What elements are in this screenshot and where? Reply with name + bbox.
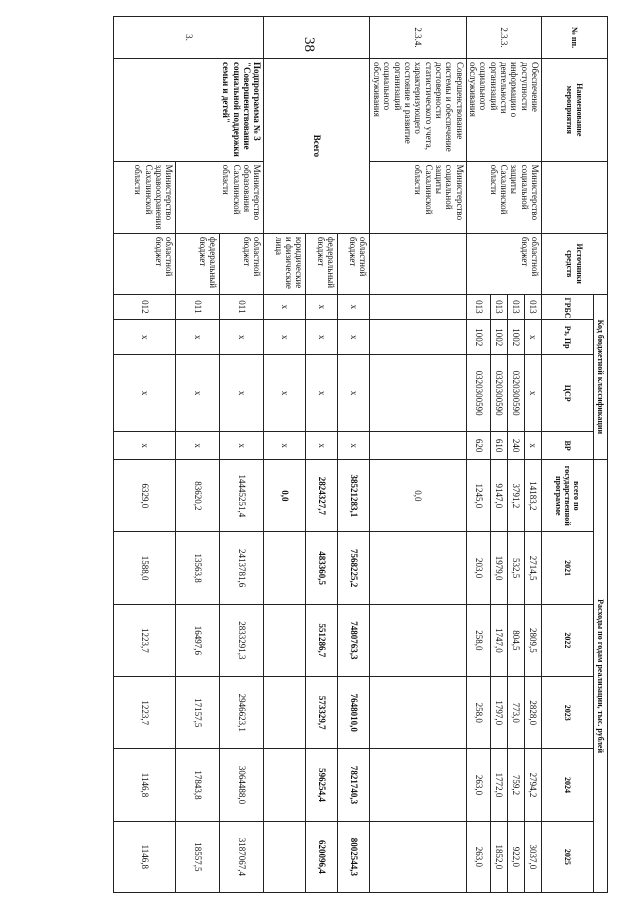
cell-vr: x xyxy=(176,432,220,460)
header-source: Источники средств xyxy=(542,233,608,294)
table-row xyxy=(370,17,466,893)
cell-2024: 759,2 xyxy=(508,749,525,821)
cell-2021: 13563,8 xyxy=(176,532,220,604)
cell-2021: 483360,5 xyxy=(306,532,338,604)
header-vr: ВР xyxy=(542,432,594,460)
cell-2023 xyxy=(370,677,466,749)
row-executor: Министерство социальной защиты Сахалинской области xyxy=(466,161,541,233)
row-source: федеральный бюджет xyxy=(306,233,338,294)
cell-2022 xyxy=(264,604,306,676)
row-executor: Министерство здравоохранения Сахалинской области xyxy=(114,161,176,233)
cell-csr: x xyxy=(338,355,370,432)
cell-2024: 7821740,3 xyxy=(338,749,370,821)
cell-2025: 3187067,4 xyxy=(220,821,264,892)
cell-grbs xyxy=(370,294,466,320)
cell-csr xyxy=(370,355,466,432)
cell-2024: 2794,2 xyxy=(525,749,542,821)
cell-2023: 17157,5 xyxy=(176,677,220,749)
cell-total: 14445251,4 xyxy=(220,460,264,532)
cell-vr xyxy=(370,432,466,460)
header-year-2022: 2022 xyxy=(542,604,594,676)
cell-2021: 2413781,6 xyxy=(220,532,264,604)
cell-vr: x xyxy=(338,432,370,460)
cell-vr: x xyxy=(306,432,338,460)
cell-2025 xyxy=(264,821,306,892)
cell-2024: 3064488,0 xyxy=(220,749,264,821)
budget-table xyxy=(114,16,609,893)
header-budget-class: Код бюджетной классификации xyxy=(594,294,608,460)
cell-rzpr: 1002 xyxy=(466,320,491,355)
cell-vr: x xyxy=(220,432,264,460)
cell-2022: 1223,7 xyxy=(114,604,176,676)
cell-rzpr: x xyxy=(114,320,176,355)
cell-grbs: 013 xyxy=(466,294,491,320)
header-year-2021: 2021 xyxy=(542,532,594,604)
cell-total: 9147,0 xyxy=(491,460,508,532)
cell-rzpr: x xyxy=(176,320,220,355)
cell-grbs: 011 xyxy=(220,294,264,320)
total-label: Всего xyxy=(264,58,370,233)
cell-2025: 263,0 xyxy=(466,821,491,892)
row-num: 2.3.3. xyxy=(466,17,541,59)
cell-2021: 1979,0 xyxy=(491,532,508,604)
cell-2025 xyxy=(370,821,466,892)
page-number: 38 xyxy=(300,36,317,52)
cell-2021 xyxy=(370,532,466,604)
cell-2022: 2809,5 xyxy=(525,604,542,676)
cell-2022: 551286,7 xyxy=(306,604,338,676)
cell-vr: x xyxy=(264,432,306,460)
row-name: Подпрограмма № 3 "Совершенствование социальной поддержки семьи и детей" xyxy=(114,58,264,161)
cell-rzpr: x xyxy=(525,320,542,355)
header-rzpr: Рз, Пр xyxy=(542,320,594,355)
cell-2023 xyxy=(264,677,306,749)
cell-csr: 0320300590 xyxy=(466,355,491,432)
row-name: Обеспечение доступности информации о деятельности организаций социального обслуживания xyxy=(466,58,541,161)
table-row xyxy=(338,17,370,893)
cell-total: 0,0 xyxy=(370,460,466,532)
cell-csr: 0320300590 xyxy=(508,355,525,432)
cell-csr: 0320300590 xyxy=(491,355,508,432)
cell-grbs: x xyxy=(264,294,306,320)
cell-vr: 240 xyxy=(508,432,525,460)
table-row xyxy=(525,17,542,893)
cell-2023: 573329,7 xyxy=(306,677,338,749)
cell-grbs: 013 xyxy=(508,294,525,320)
cell-total: 1245,0 xyxy=(466,460,491,532)
cell-2025: 922,0 xyxy=(508,821,525,892)
cell-2023: 258,0 xyxy=(466,677,491,749)
row-source: областной бюджет xyxy=(220,233,264,294)
cell-2022: 7480763,3 xyxy=(338,604,370,676)
cell-rzpr: x xyxy=(338,320,370,355)
cell-2024: 596254,4 xyxy=(306,749,338,821)
row-source: областной бюджет xyxy=(114,233,176,294)
cell-rzpr: x xyxy=(264,320,306,355)
cell-2024 xyxy=(370,749,466,821)
cell-2021 xyxy=(264,532,306,604)
row-source xyxy=(370,233,466,294)
header-year-2023: 2023 xyxy=(542,677,594,749)
cell-csr: x xyxy=(220,355,264,432)
cell-rzpr xyxy=(370,320,466,355)
cell-grbs: 012 xyxy=(114,294,176,320)
row-executor: Министерство образования Сахалинской области xyxy=(176,161,264,233)
cell-total: 14183,2 xyxy=(525,460,542,532)
cell-vr: x xyxy=(114,432,176,460)
header-year-2025: 2025 xyxy=(542,821,594,892)
header-expenses-by-year: Расходы по годам реализации, тыс. рублей xyxy=(594,460,608,893)
cell-2025: 620096,4 xyxy=(306,821,338,892)
row-source: федеральный бюджет xyxy=(176,233,220,294)
cell-2024: 1772,0 xyxy=(491,749,508,821)
cell-2022: 1747,0 xyxy=(491,604,508,676)
cell-2025: 18557,5 xyxy=(176,821,220,892)
cell-2022: 2833291,3 xyxy=(220,604,264,676)
cell-2023: 7648010,0 xyxy=(338,677,370,749)
header-grbs: ГРБС xyxy=(542,294,594,320)
cell-total: 3791,2 xyxy=(508,460,525,532)
cell-2024: 1146,8 xyxy=(114,749,176,821)
cell-csr: x xyxy=(306,355,338,432)
cell-rzpr: 1002 xyxy=(491,320,508,355)
cell-grbs: x xyxy=(338,294,370,320)
cell-2023: 2946623,1 xyxy=(220,677,264,749)
cell-total: 0,0 xyxy=(264,460,306,532)
cell-2021: 203,0 xyxy=(466,532,491,604)
cell-2024 xyxy=(264,749,306,821)
total-num xyxy=(264,17,370,59)
cell-total: 6329,0 xyxy=(114,460,176,532)
cell-total: 2824327,7 xyxy=(306,460,338,532)
row-name: Совершенствование системы и обеспечение достоверности статистического учета, характеризующего состояние и развитие организаций социального обслуживания xyxy=(370,58,466,161)
cell-grbs: 011 xyxy=(176,294,220,320)
row-source: областной бюджет xyxy=(466,233,541,294)
cell-2025: 1146,8 xyxy=(114,821,176,892)
cell-rzpr: x xyxy=(220,320,264,355)
cell-2021: 7568225,2 xyxy=(338,532,370,604)
cell-total: 83620,2 xyxy=(176,460,220,532)
row-source: областной бюджет xyxy=(338,233,370,294)
row-num: 3. xyxy=(114,17,264,59)
header-num: № пп. xyxy=(542,17,608,59)
cell-2023: 2828,0 xyxy=(525,677,542,749)
cell-vr: 620 xyxy=(466,432,491,460)
cell-2022: 16497,6 xyxy=(176,604,220,676)
row-executor: Министерство социальной защиты Сахалинской области xyxy=(370,161,466,233)
header-executor xyxy=(542,161,608,233)
cell-2021: 2714,5 xyxy=(525,532,542,604)
table-row xyxy=(220,17,264,893)
cell-2023: 773,0 xyxy=(508,677,525,749)
cell-2024: 17843,8 xyxy=(176,749,220,821)
row-num: 2.3.4. xyxy=(370,17,466,59)
cell-2021: 532,5 xyxy=(508,532,525,604)
row-source: юридические и физические лица xyxy=(264,233,306,294)
cell-vr: 610 xyxy=(491,432,508,460)
cell-rzpr: x xyxy=(306,320,338,355)
cell-2023: 1223,7 xyxy=(114,677,176,749)
cell-total: 38521283,1 xyxy=(338,460,370,532)
cell-2025: 8002544,3 xyxy=(338,821,370,892)
cell-2024: 263,0 xyxy=(466,749,491,821)
cell-2022: 804,5 xyxy=(508,604,525,676)
cell-csr: x xyxy=(114,355,176,432)
cell-2023: 1797,0 xyxy=(491,677,508,749)
header-year-2024: 2024 xyxy=(542,749,594,821)
rotated-table-container xyxy=(128,16,608,893)
cell-csr: x xyxy=(525,355,542,432)
cell-rzpr: 1002 xyxy=(508,320,525,355)
cell-grbs: 013 xyxy=(525,294,542,320)
header-name: Наименование мероприятия xyxy=(542,58,608,161)
cell-csr: x xyxy=(264,355,306,432)
cell-2021: 1588,0 xyxy=(114,532,176,604)
header-total: всего по государственной программе xyxy=(542,460,594,532)
cell-csr: x xyxy=(176,355,220,432)
cell-grbs: x xyxy=(306,294,338,320)
cell-grbs: 013 xyxy=(491,294,508,320)
cell-2022: 258,0 xyxy=(466,604,491,676)
cell-2025: 3037,0 xyxy=(525,821,542,892)
header-csr: ЦСР xyxy=(542,355,594,432)
cell-2025: 1852,0 xyxy=(491,821,508,892)
cell-vr: x xyxy=(525,432,542,460)
cell-2022 xyxy=(370,604,466,676)
